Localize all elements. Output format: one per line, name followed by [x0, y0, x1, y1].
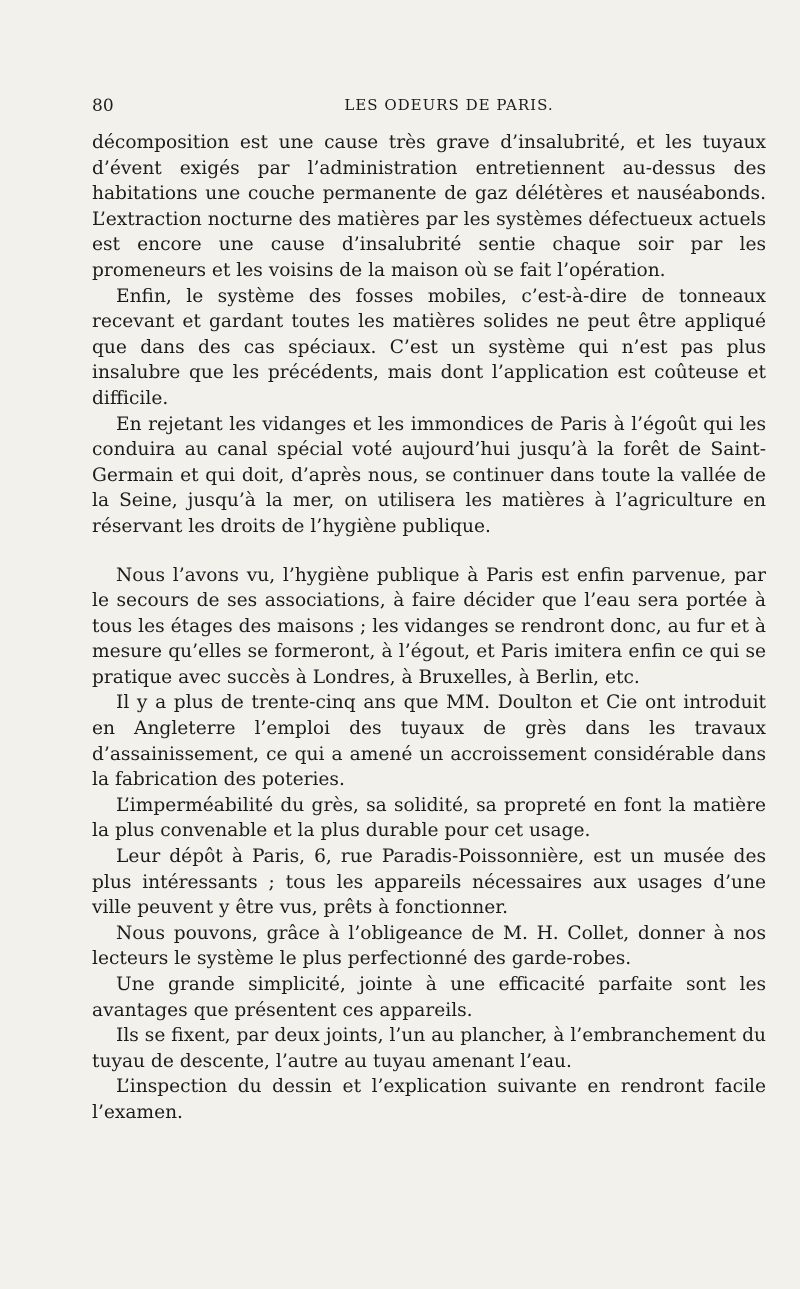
paragraph: Enfin, le système des fosses mobiles, c’est-à-dire de tonneaux recevant et gardant toutes les matières solides ne peut être appliqué que dans des cas spéciaux. C’est un système qui n’est pas plus insalubre que les précédents, mais dont l’application est coûteuse et difficile. [92, 285, 766, 409]
body-text [92, 130, 766, 1126]
page-header [92, 96, 766, 120]
paragraph: Nous pouvons, grâce à l’obligeance de M. H. Collet, donner à nos lecteurs le système le plus perfectionné des garde-robes. [92, 922, 766, 970]
paragraph: L’imperméabilité du grès, sa solidité, sa propreté en font la matière la plus convenable et la plus durable pour cet usage. [92, 794, 766, 842]
paragraph: Il y a plus de trente-cinq ans que MM. Doulton et Cie ont introduit en Angleterre l’emploi des tuyaux de grès dans les travaux d’assainissement, ce qui a amené un accroissement considérable dans la fabrication des poteries. [92, 692, 766, 791]
running-title: LES ODEURS DE PARIS. [344, 96, 554, 114]
paragraph: Une grande simplicité, jointe à une efficacité parfaite sont les avantages que présentent ces appareils. [92, 974, 766, 1021]
paragraph: décomposition est une cause très grave d’insalubrité, et les tuyaux d’évent exigés par l’administration entretiennent au-dessus des habitations une couche permanente de gaz délétères et nauséabonds. L’extraction nocturne des matières par les systèmes défectueux actuels est encore une cause d’insalubrité sentie chaque soir par les promeneurs et les voisins de la maison où se fait l’opération. [92, 132, 766, 281]
paragraph: Ils se fixent, par deux joints, l’un au plancher, à l’embranchement du tuyau de descente, l’autre au tuyau amenant l’eau. [92, 1025, 766, 1072]
paragraph: L’inspection du dessin et l’explication suivante en rendront facile l’examen. [92, 1076, 766, 1123]
page-number: 80 [92, 96, 114, 116]
paragraph: Nous l’avons vu, l’hygiène publique à Paris est enfin parvenue, par le secours de ses associations, à faire décider que l’eau sera portée à tous les étages des maisons ; les vidanges se rendront donc, au fur et à mesure qu’elles se formeront, à l’égout, et Paris imitera enfin ce qui se pratique avec succès à Londres, à Bruxelles, à Berlin, etc. [92, 564, 766, 688]
paragraph: Leur dépôt à Paris, 6, rue Paradis-Poissonnière, est un musée des plus intéressants ; tous les appareils nécessaires aux usages d’une ville peuvent y être vus, prêts à fonctionner. [92, 846, 766, 919]
paragraph: En rejetant les vidanges et les immondices de Paris à l’égoût qui les conduira au canal spécial voté aujourd’hui jusqu’à la forêt de Saint-Germain et qui doit, d’après nous, se continuer dans toute la vallée de la Seine, jusqu’à la mer, on utilisera les matières à l’agriculture en réservant les droits de l’hygiène publique. [92, 413, 766, 537]
